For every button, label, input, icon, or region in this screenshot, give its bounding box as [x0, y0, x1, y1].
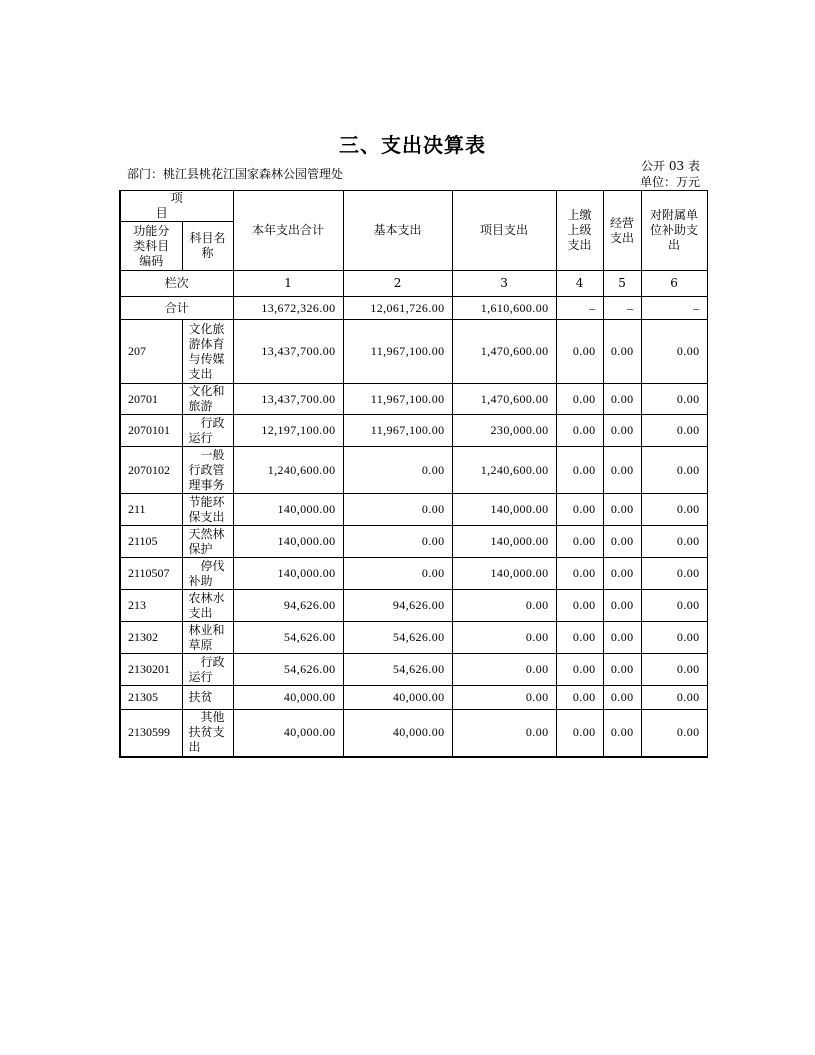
cell-upper: 0.00	[556, 447, 603, 494]
header-upper: 上缴上级支出	[556, 191, 603, 271]
cell-subsidy: 0.00	[641, 710, 707, 757]
cell-business: 0.00	[603, 494, 641, 526]
header-item: 项目	[120, 191, 233, 222]
cell-project: 0.00	[452, 622, 556, 654]
cell-business: 0.00	[603, 558, 641, 590]
table-row	[120, 526, 707, 558]
cell-code: 213	[120, 590, 182, 622]
cell-project: 140,000.00	[452, 558, 556, 590]
cell-basic: 94,626.00	[343, 590, 452, 622]
cell-subsidy: 0.00	[641, 654, 707, 686]
expenditure-table	[119, 190, 708, 758]
cell-code: 20701	[120, 384, 182, 415]
table-row	[120, 447, 707, 494]
form-number: 公开 03 表	[641, 159, 700, 173]
cell-subsidy: 0.00	[641, 494, 707, 526]
cell-code: 2130599	[120, 710, 182, 757]
cell-basic: 12,061,726.00	[343, 297, 452, 320]
cell-subsidy: 0.00	[641, 447, 707, 494]
unit-label: 单位：万元	[639, 175, 700, 189]
cell-basic: 0.00	[343, 494, 452, 526]
cell-code: 2110507	[120, 558, 182, 590]
cell-business: 0.00	[603, 447, 641, 494]
cell-project: 0.00	[452, 654, 556, 686]
table-row	[120, 686, 707, 710]
cell-subsidy: 0.00	[641, 622, 707, 654]
cell-project: 140,000.00	[452, 494, 556, 526]
cell-code: 21302	[120, 622, 182, 654]
cell-total: 1,240,600.00	[233, 447, 343, 494]
cell-basic: 0.00	[343, 526, 452, 558]
cell-total: 40,000.00	[233, 710, 343, 757]
cell-total: 13,672,326.00	[233, 297, 343, 320]
cell-upper: 0.00	[556, 654, 603, 686]
cell-basic: 11,967,100.00	[343, 384, 452, 415]
column-number-label: 栏次	[120, 271, 233, 297]
cell-total: 40,000.00	[233, 686, 343, 710]
cell-upper: 0.00	[556, 415, 603, 447]
cell-code: 207	[120, 320, 182, 384]
cell-basic: 40,000.00	[343, 710, 452, 757]
cell-subsidy: 0.00	[641, 384, 707, 415]
cell-total: 54,626.00	[233, 622, 343, 654]
header-name: 科目名称	[182, 222, 233, 271]
cell-upper: 0.00	[556, 494, 603, 526]
table-row	[120, 415, 707, 447]
cell-upper: 0.00	[556, 526, 603, 558]
table-row	[120, 622, 707, 654]
cell-project: 0.00	[452, 710, 556, 757]
cell-upper: –	[556, 297, 603, 320]
cell-subsidy: 0.00	[641, 558, 707, 590]
cell-business: –	[603, 297, 641, 320]
cell-basic: 11,967,100.00	[343, 320, 452, 384]
cell-total: 140,000.00	[233, 494, 343, 526]
total-label: 合计	[120, 297, 233, 320]
cell-business: 0.00	[603, 526, 641, 558]
cell-upper: 0.00	[556, 590, 603, 622]
table-row	[120, 384, 707, 415]
cell-business: 0.00	[603, 415, 641, 447]
table-row	[120, 320, 707, 384]
cell-project: 140,000.00	[452, 526, 556, 558]
total-row	[120, 297, 707, 320]
cell-code: 2130201	[120, 654, 182, 686]
department-label: 部门：桃江县桃花江国家森林公园管理处	[127, 167, 344, 181]
cell-upper: 0.00	[556, 686, 603, 710]
cell-code: 2070101	[120, 415, 182, 447]
column-number: 4	[556, 271, 603, 297]
cell-basic: 0.00	[343, 558, 452, 590]
cell-code: 211	[120, 494, 182, 526]
cell-basic: 11,967,100.00	[343, 415, 452, 447]
cell-subsidy: 0.00	[641, 415, 707, 447]
cell-business: 0.00	[603, 384, 641, 415]
table-row	[120, 494, 707, 526]
cell-project: 0.00	[452, 590, 556, 622]
cell-name: 行政运行	[182, 415, 233, 447]
cell-project: 1,470,600.00	[452, 320, 556, 384]
cell-project: 0.00	[452, 686, 556, 710]
header-code: 功能分类科目编码	[120, 222, 182, 271]
cell-business: 0.00	[603, 590, 641, 622]
cell-basic: 0.00	[343, 447, 452, 494]
cell-upper: 0.00	[556, 622, 603, 654]
cell-name: 节能环保支出	[182, 494, 233, 526]
cell-upper: 0.00	[556, 384, 603, 415]
cell-total: 54,626.00	[233, 654, 343, 686]
cell-total: 140,000.00	[233, 526, 343, 558]
cell-name: 扶贫	[182, 686, 233, 710]
cell-basic: 54,626.00	[343, 654, 452, 686]
header-project: 项目支出	[452, 191, 556, 271]
cell-name: 文化旅游体育与传媒支出	[182, 320, 233, 384]
cell-total: 13,437,700.00	[233, 384, 343, 415]
column-number-row	[120, 271, 707, 297]
cell-business: 0.00	[603, 654, 641, 686]
column-number: 3	[452, 271, 556, 297]
header-row	[120, 191, 707, 222]
header-subsidy: 对附属单位补助支出	[641, 191, 707, 271]
cell-upper: 0.00	[556, 710, 603, 757]
cell-name: 其他扶贫支出	[182, 710, 233, 757]
column-number: 5	[603, 271, 641, 297]
cell-total: 13,437,700.00	[233, 320, 343, 384]
cell-code: 21305	[120, 686, 182, 710]
cell-project: 230,000.00	[452, 415, 556, 447]
cell-upper: 0.00	[556, 558, 603, 590]
cell-project: 1,240,600.00	[452, 447, 556, 494]
cell-code: 21105	[120, 526, 182, 558]
cell-total: 140,000.00	[233, 558, 343, 590]
page-title: 三、支出决算表	[339, 133, 486, 157]
cell-business: 0.00	[603, 622, 641, 654]
cell-business: 0.00	[603, 710, 641, 757]
column-number: 1	[233, 271, 343, 297]
cell-code: 2070102	[120, 447, 182, 494]
header-basic: 基本支出	[343, 191, 452, 271]
cell-total: 12,197,100.00	[233, 415, 343, 447]
cell-name: 农林水支出	[182, 590, 233, 622]
table-row	[120, 590, 707, 622]
cell-name: 行政运行	[182, 654, 233, 686]
cell-subsidy: 0.00	[641, 320, 707, 384]
table-row	[120, 710, 707, 757]
cell-name: 天然林保护	[182, 526, 233, 558]
cell-project: 1,470,600.00	[452, 384, 556, 415]
table-row	[120, 654, 707, 686]
cell-subsidy: –	[641, 297, 707, 320]
cell-subsidy: 0.00	[641, 686, 707, 710]
table-row	[120, 558, 707, 590]
cell-basic: 54,626.00	[343, 622, 452, 654]
cell-name: 文化和旅游	[182, 384, 233, 415]
column-number: 2	[343, 271, 452, 297]
column-number: 6	[641, 271, 707, 297]
header-total: 本年支出合计	[233, 191, 343, 271]
cell-subsidy: 0.00	[641, 526, 707, 558]
cell-total: 94,626.00	[233, 590, 343, 622]
cell-business: 0.00	[603, 320, 641, 384]
cell-basic: 40,000.00	[343, 686, 452, 710]
cell-name: 林业和草原	[182, 622, 233, 654]
cell-business: 0.00	[603, 686, 641, 710]
cell-upper: 0.00	[556, 320, 603, 384]
cell-project: 1,610,600.00	[452, 297, 556, 320]
cell-name: 停伐补助	[182, 558, 233, 590]
header-business: 经营支出	[603, 191, 641, 271]
cell-name: 一般行政管理事务	[182, 447, 233, 494]
cell-subsidy: 0.00	[641, 590, 707, 622]
